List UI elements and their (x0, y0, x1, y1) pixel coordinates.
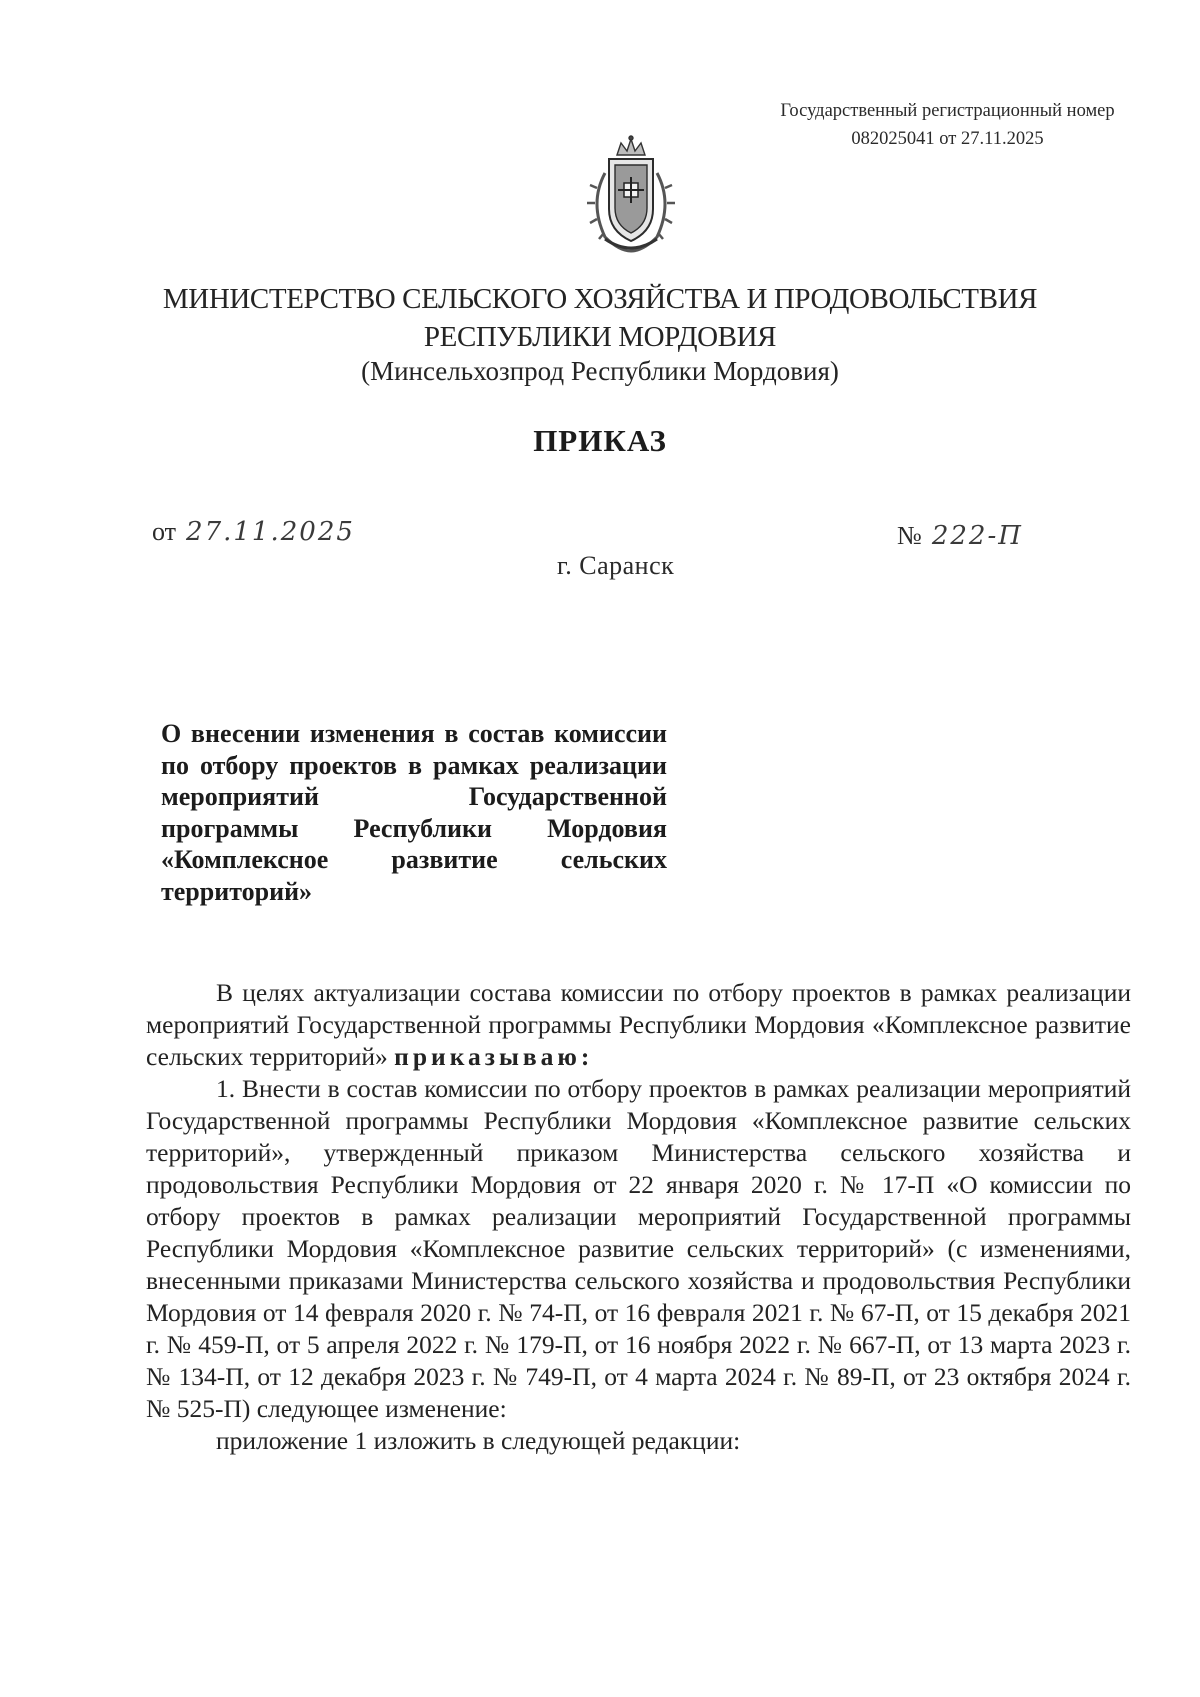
order-number (897, 521, 1023, 551)
order-subject: О внесении изменения в состав комиссии по отбору проектов в рамках реализации мероприятий Государственной программы Республики Мордовия «Комплексное развитие сельских территорий» (161, 719, 667, 906)
document-type: ПРИКАЗ (533, 423, 667, 458)
city: г. Саранск (557, 551, 675, 580)
handwritten-number: 222-П (931, 521, 1023, 551)
number-prefix: № (897, 521, 922, 550)
ministry-name (0, 280, 1200, 356)
coat-of-arms-icon (575, 133, 687, 257)
order-date (152, 517, 355, 547)
ministry-name-line-1: МИНИСТЕРСТВО СЕЛЬСКОГО ХОЗЯЙСТВА И ПРОДОВОЛЬСТВИЯ (162, 283, 1038, 315)
ministry-name-line-2: РЕСПУБЛИКИ МОРДОВИЯ (423, 321, 777, 353)
ministry-short-name: (Минсельхозпрод Республики Мордовия) (361, 356, 839, 386)
order-word: приказываю: (394, 1042, 594, 1071)
registration-line-2: 082025041 от 27.11.2025 (851, 129, 1044, 149)
item-1-paragraph: 1. Внести в состав комиссии по отбору проектов в рамках реализации мероприятий Государственной программы Республики Мордовия «Комплексное развитие сельских территорий», утвержденный приказом Министерства сельского хозяйства и продовольствия Республики Мордовия от 22 января 2020 г. № 17-П «О комиссии по отбору проектов в рамках реализации мероприятий Государственной программы Республики Мордовия «Комплексное развитие сельских территорий» (с изменениями, внесенными приказами Министерства сельского хозяйства и продовольствия Республики Мордовия от 14 февраля 2020 г. № 74-П, от 16 февраля 2021 г. № 67-П, от 15 декабря 2021 г. № 459-П, от 5 апреля 2022 г. № 179-П, от 16 ноября 2022 г. № 667-П, от 13 марта 2023 г. № 134-П, от 12 декабря 2023 г. № 749-П, от 4 марта 2024 г. № 89-П, от 23 октября 2024 г. № 525-П) следующее изменение: (146, 1074, 1131, 1423)
preamble-text: В целях актуализации состава комиссии по отбору проектов в рамках реализации мероприятий Государственной программы Республики Мордовия «Комплексное развитие сельских территорий» (146, 978, 1131, 1071)
order-body (146, 977, 1131, 1457)
handwritten-date: 27.11.2025 (186, 517, 355, 547)
date-prefix: от (152, 517, 177, 546)
appendix-paragraph: приложение 1 изложить в следующей редакции: (216, 1426, 741, 1455)
preamble-paragraph (146, 977, 1131, 1073)
registration-number (745, 97, 1150, 153)
registration-line-1: Государственный регистрационный номер (780, 101, 1115, 121)
